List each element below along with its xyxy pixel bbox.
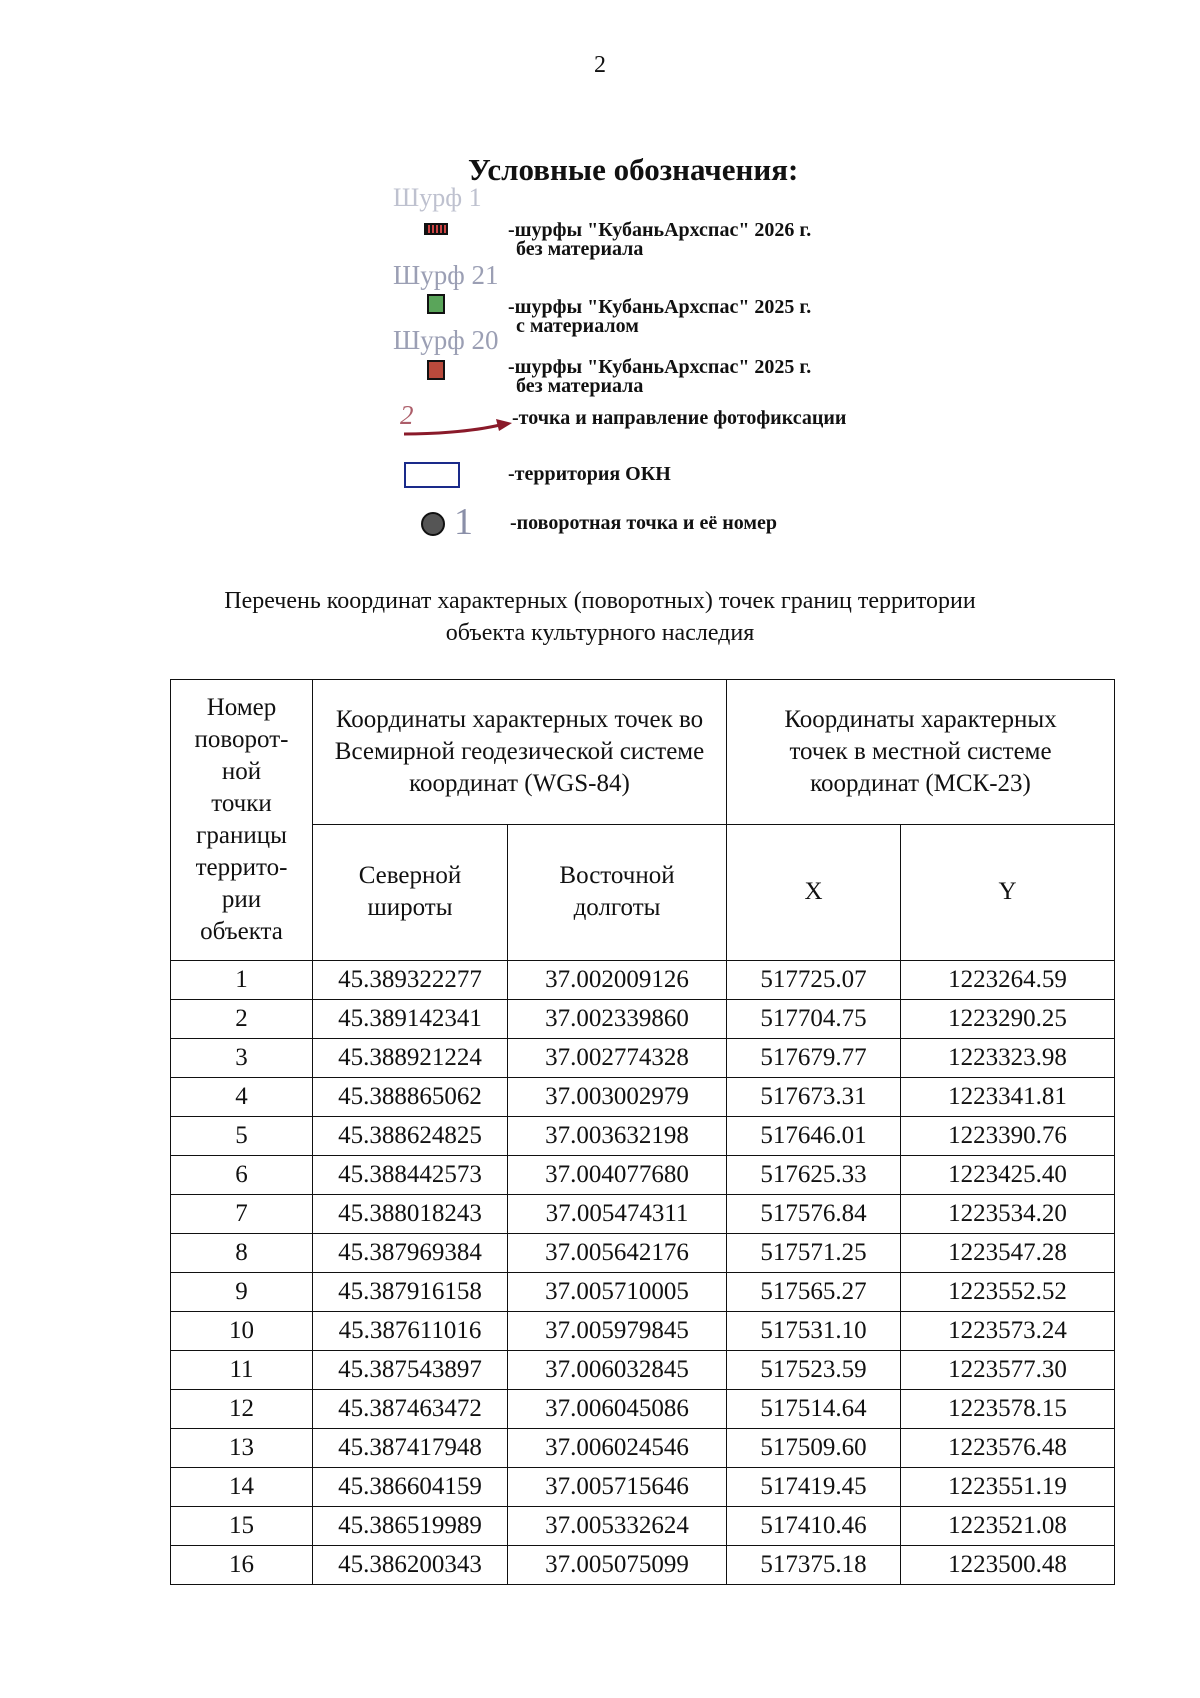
- page-number: 2: [594, 52, 606, 78]
- legend-label-pit-21: Шурф 21: [393, 260, 499, 290]
- cell-x: 517410.46: [727, 1507, 901, 1546]
- cell-latitude: 45.386604159: [313, 1468, 508, 1507]
- cell-x: 517679.77: [727, 1039, 901, 1078]
- legend-desc-pit-2026: -шурфы "КубаньАрхспас" 2026 г. без материала: [508, 219, 812, 260]
- cell-y: 1223290.25: [901, 1000, 1115, 1039]
- cell-y: 1223323.98: [901, 1039, 1115, 1078]
- table-caption: Перечень координат характерных (поворотных) точек границ территории объекта культурного наследия: [224, 588, 976, 646]
- legend-desc-photo-direction: -точка и направление фотофиксации: [512, 407, 847, 429]
- cell-latitude: 45.386200343: [313, 1546, 508, 1585]
- cell-point-number: 11: [171, 1351, 313, 1390]
- cell-longitude: 37.006045086: [508, 1390, 727, 1429]
- cell-x: 517704.75: [727, 1000, 901, 1039]
- cell-latitude: 45.387611016: [313, 1312, 508, 1351]
- cell-point-number: 14: [171, 1468, 313, 1507]
- header-msk23: Координаты характерных точек в местной системе координат (МСК-23): [727, 680, 1115, 825]
- table-row: [171, 1507, 1115, 1546]
- cell-longitude: 37.006032845: [508, 1351, 727, 1390]
- cell-longitude: 37.002774328: [508, 1039, 727, 1078]
- okn-territory-icon: [404, 462, 460, 488]
- cell-x: 517625.33: [727, 1156, 901, 1195]
- cell-x: 517531.10: [727, 1312, 901, 1351]
- cell-x: 517514.64: [727, 1390, 901, 1429]
- cell-x: 517523.59: [727, 1351, 901, 1390]
- cell-latitude: 45.389142341: [313, 1000, 508, 1039]
- table-row: [171, 1039, 1115, 1078]
- cell-x: 517571.25: [727, 1234, 901, 1273]
- cell-latitude: 45.388624825: [313, 1117, 508, 1156]
- header-point-number: Номер поворот- ной точки границы террито- рии объекта: [171, 680, 313, 961]
- cell-point-number: 13: [171, 1429, 313, 1468]
- pit-with-material-icon: [427, 294, 445, 314]
- table-row: [171, 1468, 1115, 1507]
- cell-y: 1223547.28: [901, 1234, 1115, 1273]
- cell-x: 517673.31: [727, 1078, 901, 1117]
- cell-y: 1223551.19: [901, 1468, 1115, 1507]
- cell-y: 1223552.52: [901, 1273, 1115, 1312]
- legend-label-pit-20: Шурф 20: [393, 325, 499, 355]
- cell-point-number: 2: [171, 1000, 313, 1039]
- cell-latitude: 45.387969384: [313, 1234, 508, 1273]
- table-row: [171, 1078, 1115, 1117]
- header-x: X: [727, 824, 901, 960]
- cell-x: 517646.01: [727, 1117, 901, 1156]
- cell-longitude: 37.005715646: [508, 1468, 727, 1507]
- cell-x: 517509.60: [727, 1429, 901, 1468]
- table-row: [171, 1117, 1115, 1156]
- cell-y: 1223500.48: [901, 1546, 1115, 1585]
- cell-latitude: 45.387916158: [313, 1273, 508, 1312]
- cell-point-number: 4: [171, 1078, 313, 1117]
- coordinates-table-body: [171, 961, 1115, 1585]
- cell-latitude: 45.387463472: [313, 1390, 508, 1429]
- pit-2026-icon: [424, 223, 448, 235]
- header-latitude: Северной широты: [313, 824, 508, 960]
- table-row: [171, 1195, 1115, 1234]
- cell-y: 1223573.24: [901, 1312, 1115, 1351]
- cell-longitude: 37.006024546: [508, 1429, 727, 1468]
- legend-label-turning-point-number: 1: [454, 501, 473, 543]
- cell-longitude: 37.005642176: [508, 1234, 727, 1273]
- cell-point-number: 16: [171, 1546, 313, 1585]
- legend-desc-pit-with-material: -шурфы "КубаньАрхспас" 2025 г. с материалом: [508, 296, 812, 337]
- cell-latitude: 45.386519989: [313, 1507, 508, 1546]
- cell-latitude: 45.387417948: [313, 1429, 508, 1468]
- cell-y: 1223341.81: [901, 1078, 1115, 1117]
- cell-point-number: 8: [171, 1234, 313, 1273]
- legend-label-photo-number: 2: [400, 400, 414, 430]
- legend-desc-turning-point: -поворотная точка и её номер: [510, 512, 777, 534]
- cell-y: 1223390.76: [901, 1117, 1115, 1156]
- cell-latitude: 45.388442573: [313, 1156, 508, 1195]
- cell-longitude: 37.004077680: [508, 1156, 727, 1195]
- cell-longitude: 37.005474311: [508, 1195, 727, 1234]
- table-row: [171, 1351, 1115, 1390]
- cell-longitude: 37.003632198: [508, 1117, 727, 1156]
- table-row: [171, 1234, 1115, 1273]
- cell-longitude: 37.005979845: [508, 1312, 727, 1351]
- header-wgs84: Координаты характерных точек во Всемирной геодезической системе координат (WGS-84): [313, 680, 727, 825]
- cell-x: 517565.27: [727, 1273, 901, 1312]
- cell-longitude: 37.005332624: [508, 1507, 727, 1546]
- photo-direction-arrow-icon: [400, 412, 516, 438]
- cell-latitude: 45.388018243: [313, 1195, 508, 1234]
- cell-x: 517419.45: [727, 1468, 901, 1507]
- cell-longitude: 37.002009126: [508, 961, 727, 1000]
- cell-point-number: 10: [171, 1312, 313, 1351]
- table-row: [171, 961, 1115, 1000]
- cell-point-number: 15: [171, 1507, 313, 1546]
- cell-point-number: 5: [171, 1117, 313, 1156]
- header-longitude: Восточной долготы: [508, 824, 727, 960]
- cell-y: 1223577.30: [901, 1351, 1115, 1390]
- cell-latitude: 45.389322277: [313, 961, 508, 1000]
- cell-x: 517375.18: [727, 1546, 901, 1585]
- cell-x: 517725.07: [727, 961, 901, 1000]
- cell-y: 1223576.48: [901, 1429, 1115, 1468]
- cell-y: 1223521.08: [901, 1507, 1115, 1546]
- cell-y: 1223534.20: [901, 1195, 1115, 1234]
- cell-longitude: 37.005710005: [508, 1273, 727, 1312]
- cell-point-number: 1: [171, 961, 313, 1000]
- cell-latitude: 45.388921224: [313, 1039, 508, 1078]
- table-row: [171, 1312, 1115, 1351]
- table-row: [171, 1546, 1115, 1585]
- cell-point-number: 6: [171, 1156, 313, 1195]
- cell-x: 517576.84: [727, 1195, 901, 1234]
- cell-point-number: 9: [171, 1273, 313, 1312]
- table-row: [171, 1273, 1115, 1312]
- cell-longitude: 37.005075099: [508, 1546, 727, 1585]
- cell-point-number: 3: [171, 1039, 313, 1078]
- cell-latitude: 45.387543897: [313, 1351, 508, 1390]
- pit-without-material-icon: [427, 360, 445, 380]
- cell-point-number: 7: [171, 1195, 313, 1234]
- table-row: [171, 1429, 1115, 1468]
- cell-y: 1223264.59: [901, 961, 1115, 1000]
- legend-desc-okn-territory: -территория ОКН: [508, 463, 671, 485]
- cell-longitude: 37.003002979: [508, 1078, 727, 1117]
- cell-latitude: 45.388865062: [313, 1078, 508, 1117]
- coordinates-table: [170, 679, 1115, 1585]
- cell-y: 1223425.40: [901, 1156, 1115, 1195]
- cell-y: 1223578.15: [901, 1390, 1115, 1429]
- table-row: [171, 1156, 1115, 1195]
- cell-point-number: 12: [171, 1390, 313, 1429]
- turning-point-icon: [421, 512, 445, 536]
- header-y: Y: [901, 824, 1115, 960]
- cell-longitude: 37.002339860: [508, 1000, 727, 1039]
- legend-desc-pit-without-material: -шурфы "КубаньАрхспас" 2025 г. без материала: [508, 356, 812, 397]
- table-row: [171, 1390, 1115, 1429]
- legend-label-pit-1: Шурф 1: [393, 183, 482, 212]
- table-row: [171, 1000, 1115, 1039]
- legend-title: Условные обозначения:: [468, 152, 799, 187]
